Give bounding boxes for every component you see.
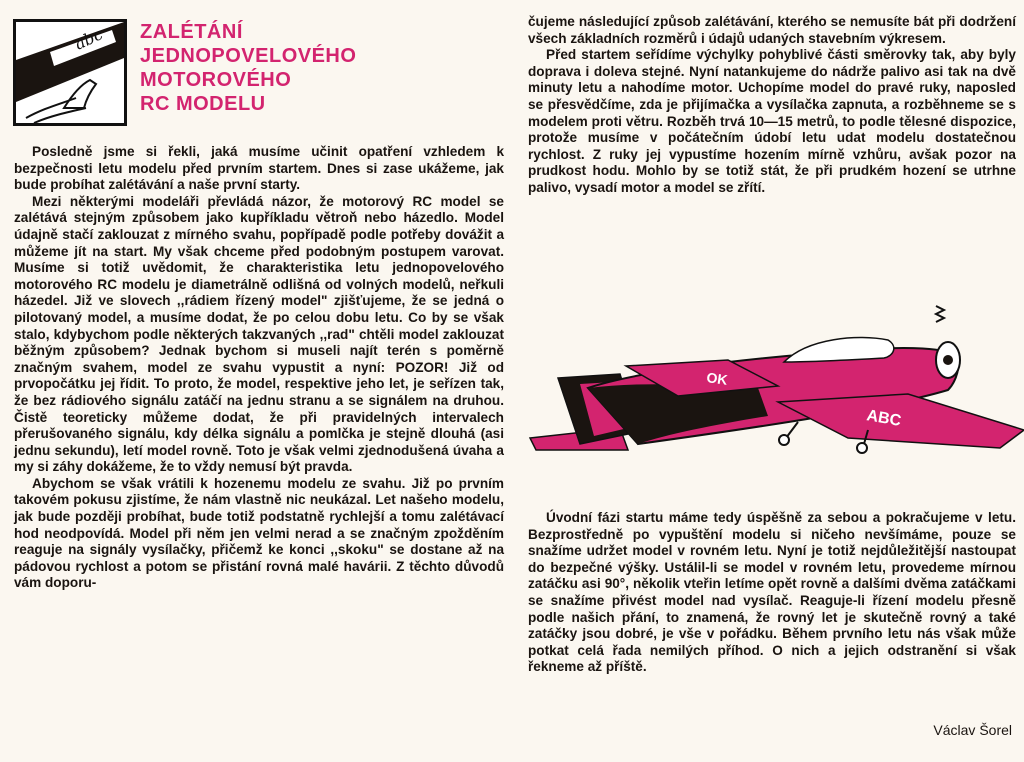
paragraph: Úvodní fázi startu máme tedy úspěšně za sebou a pokračujeme v letu. Bezprostředně po vypuštění modelu si ničeho nevšímáme, pouze se snažíme udržet model v rovném letu. Nyní je totiž nejdůležitější nastoupat do bezpečné výšky. Ustálil-li se model v rovném letu, provedeme mírnou zatáčku asi 90°, několik vteřin letíme opět rovně a dalšími dvěma zatáčkami se snažíme přivést model nad vysílač. Reaguje-li řízení modelu přesně podle našich přání, to znamená, že rovný let je skutečně rovný a také zatáčky jsou dobré, je vše v pořádku. Během prvního letu nás však může potkat celá řada nemilých příhod. O nich a jejich odstranění si však řekneme až příště. xyxy=(528,510,1016,675)
right-column-bottom xyxy=(528,510,1016,676)
wing-marking: ABC xyxy=(865,407,903,430)
author-name: Václav Šorel xyxy=(933,722,1012,738)
abc-logo xyxy=(13,19,127,126)
logo-text: abc xyxy=(71,24,106,54)
right-column-top xyxy=(528,14,1016,197)
wing-marking: OK xyxy=(705,369,729,388)
title-line: ZALÉTÁNÍ xyxy=(140,21,243,43)
title-line: JEDNOPOVELOVÉHO xyxy=(140,45,357,67)
rc-airplane-illustration xyxy=(528,298,1024,498)
title-line: MOTOROVÉHO xyxy=(140,69,292,91)
paragraph: Před startem seřídíme výchylky pohyblivé části směrovky tak, aby byly doprava i doleva stejné. Nyní natankujeme do nádrže palivo asi tak na dvě minuty letu a nahodíme motor. Uchopíme model do pravé ruky, naposled se přesvědčíme, zda je přijímačka a vysílačka zapnuta, a rozběhneme se s modelem proti větru. Rozběh trvá 10—15 metrů, to podle tělesné dispozice, protože musíme v počátečním údobí letu udat modelu dostatečnou rychlost. Z ruky jej vypustíme hozením mírně vzhůru, avšak pozor na prudkost hodu. Mohlo by se totiž stát, že při prudkém hození se utrhne palivo, vysadí motor a model se zřítí. xyxy=(528,47,1016,195)
exhaust-icon xyxy=(936,306,944,322)
paragraph: Abychom se však vrátili k hozenemu modelu ze svahu. Již po prvním takovém pokusu zjistíme, že nám vlastně nic neukázal. Let našeho modelu, jak bude později probíhat, bude totiž podstatně rychlejší a tomu zalétávací hod neodpovídá. Model při něm jen velmi nerad a se značným zpožděním reaguje na signály vysílačky, přičemž ke konci ,,skoku" se dostane až na pádovou rychlost a potom se přistání rovná malé havárii. Z těchto důvodů vám doporu- xyxy=(14,475,504,591)
paragraph: čujeme následující způsob zalétávání, kterého se nemusíte bát při dodržení všech základních rozměrů i údajů udaných stavebním výkresem. xyxy=(528,14,1016,46)
article-title xyxy=(140,20,500,116)
title-line: RC MODELU xyxy=(140,93,266,115)
left-column xyxy=(14,144,504,592)
paragraph: Mezi některými modeláři převládá názor, že motorový RC model se zalétává stejným způsobem jako kupříkladu větroň nebo házedlo. Model údajně stačí zaklouzat z mírného svahu, popřípadě podle potřeby dovážit a můžeme jít na start. My však chceme před podobným postupem varovat. Musíme si totiž uvědomit, že charakteristika letu jednopovelového motorového RC modelu je diametrálně odlišná od volných modelů, neřkuli házedel. Již ve slovech ,,rádiem řízený model" zjišťujeme, že se jedná o pilotovaný model, a musíme dodat, že po celou dobu letu. Co by se však stalo, kdybychom podle některých takzvaných ,,rad" chtěli model zaklouzat běžným způsobem? Jednak bychom si museli najít terén s poměrně značným svahem, model ze svahu vypustit a nyní: POZOR! Již od prvopočátku jej řídit. To proto, že model, respektive jeho let, je seřízen tak, že bez rádiového signálu zatáčí na jednu stranu a se signálem na druhou. Čistě teoreticky můžeme dodat, že při pravidelných intervalech přerušovaného signálu, kdy délka signálu a pomlčka je stejně dlouhá (asi jednu sekundu), letí model rovně. Toto je však velmi zjednodušená úvaha a my si záhy dokážeme, že to vždy nemusí být pravda. xyxy=(14,193,504,475)
paragraph: Posledně jsme si řekli, jaká musíme učinit opatření vzhledem k bezpečnosti letu modelu před prvním startem. Dnes si zase ukážeme, jak bude probíhat zalétávání a naše první starty. xyxy=(14,144,504,193)
